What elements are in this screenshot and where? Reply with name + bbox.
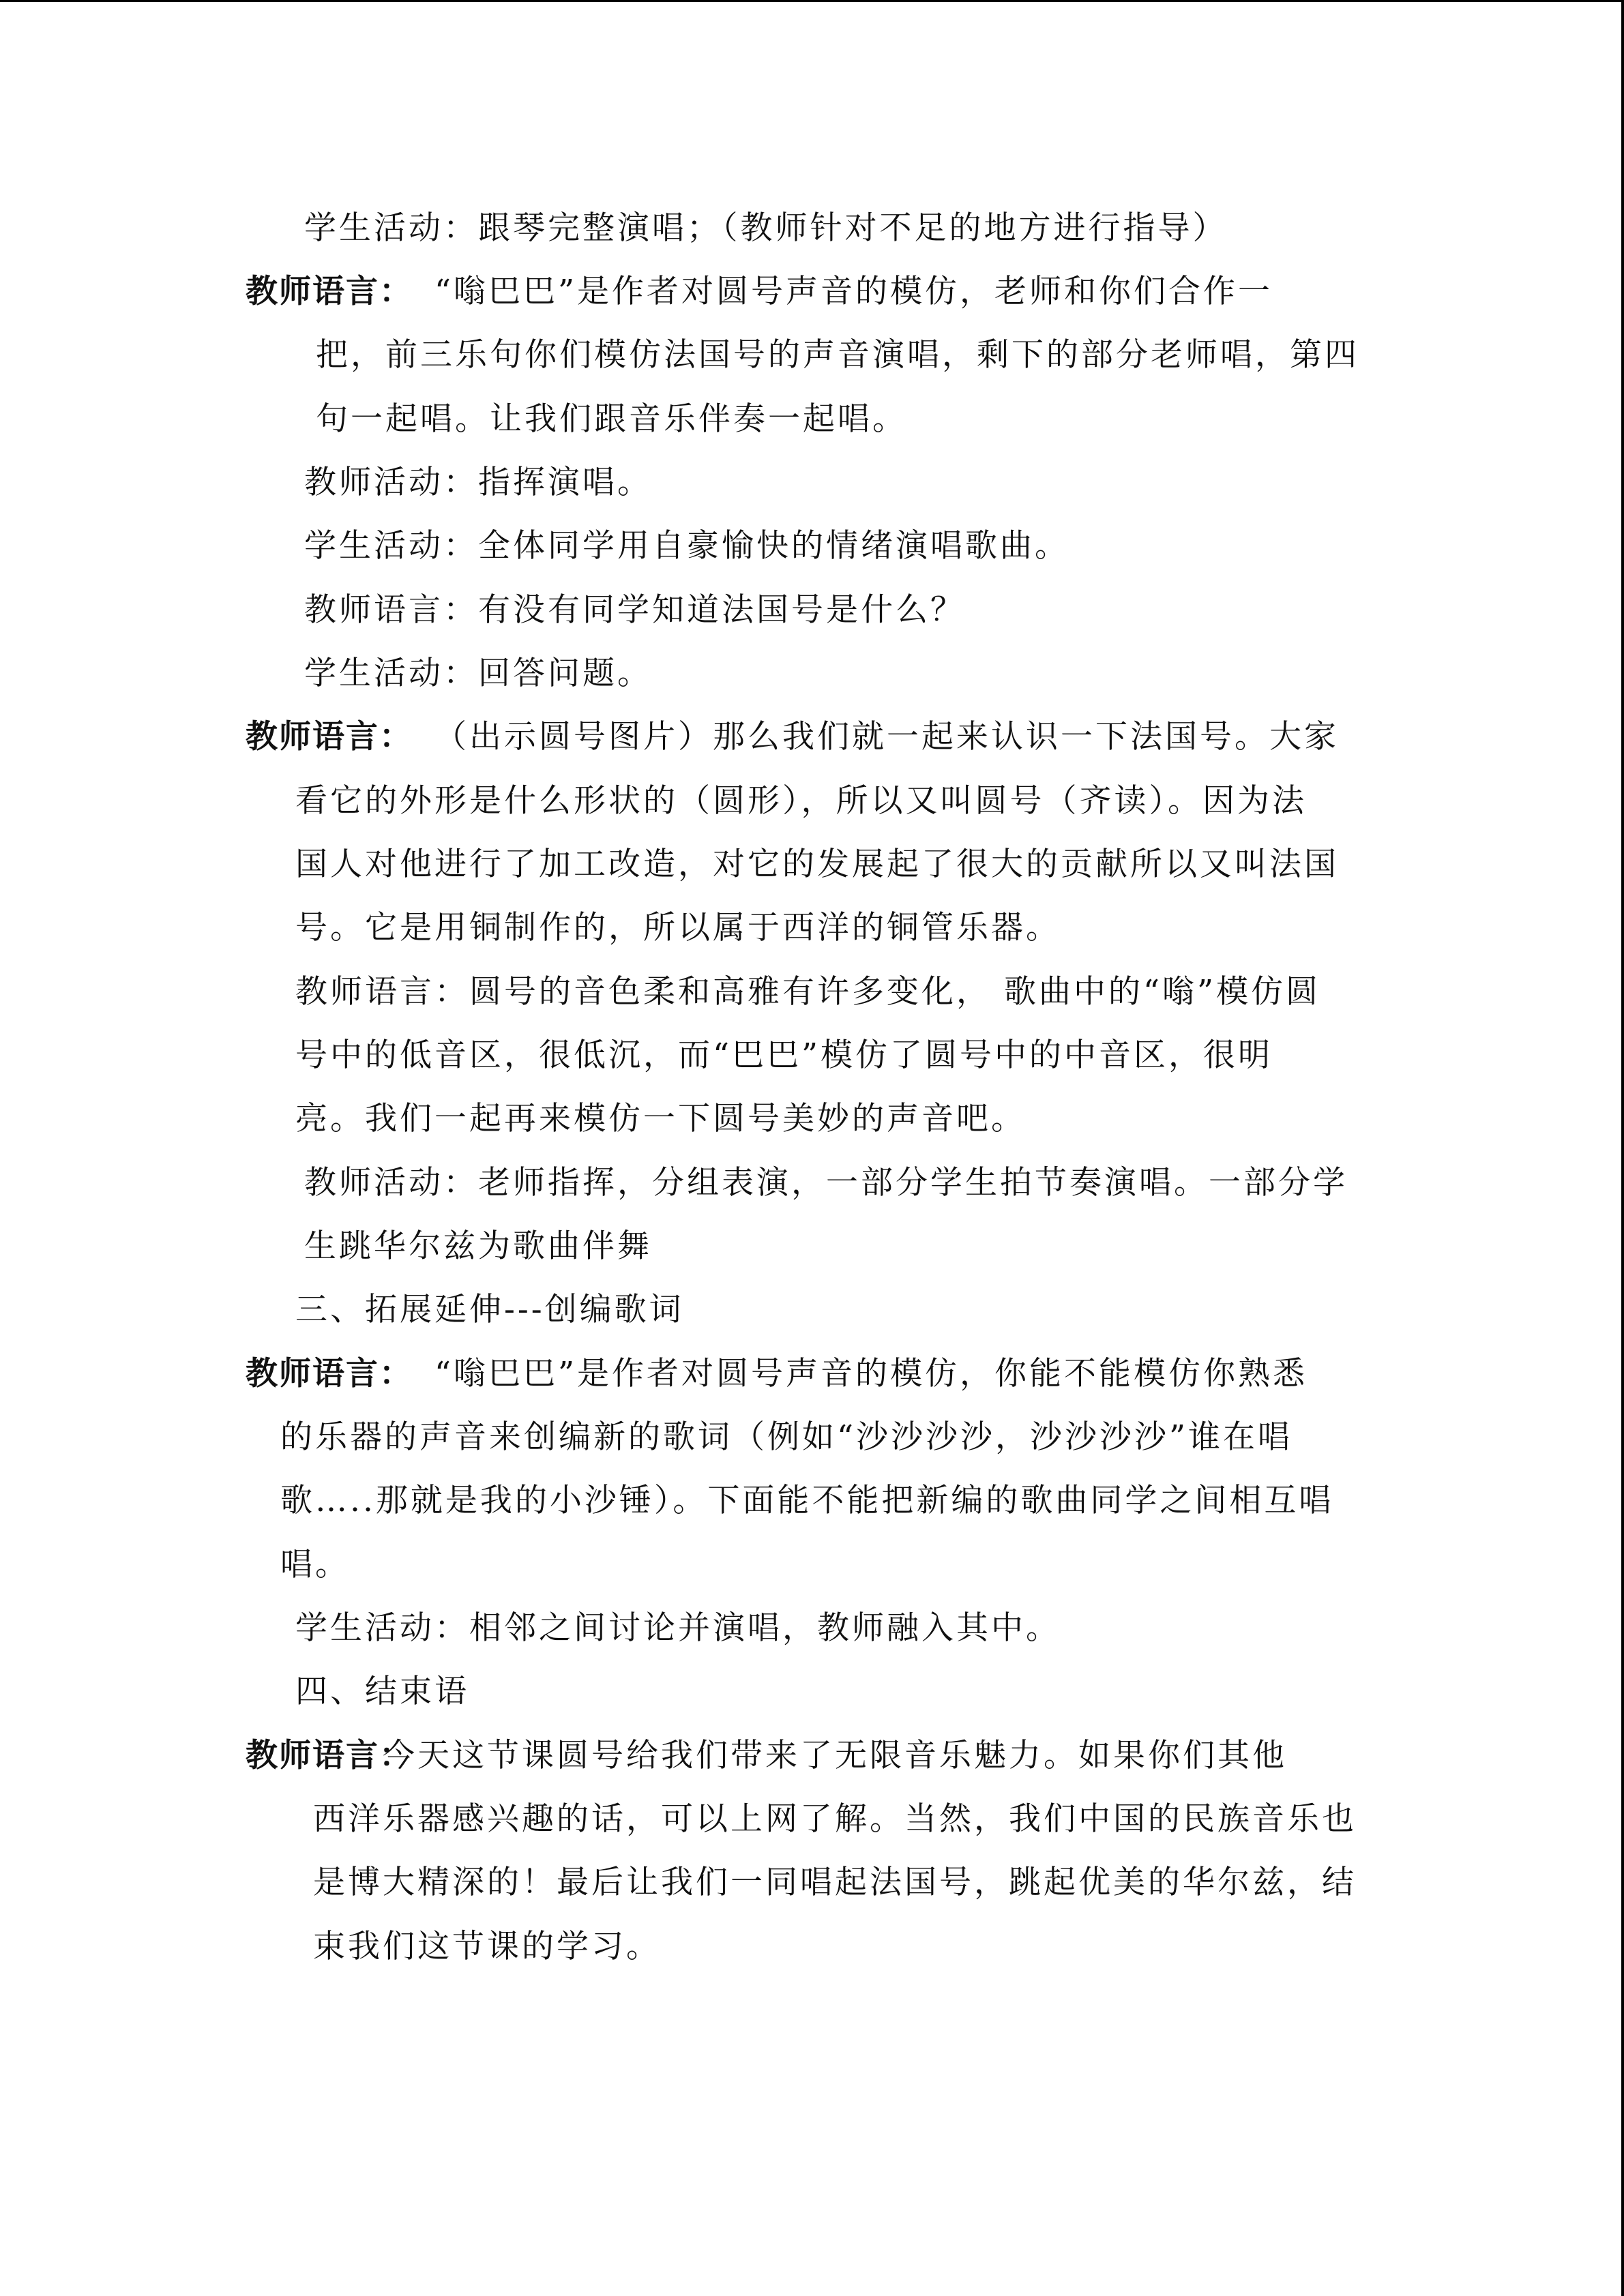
text-line: 学生活动：全体同学用自豪愉快的情绪演唱歌曲。 bbox=[304, 527, 1069, 565]
text-line: 唱。 bbox=[280, 1546, 350, 1583]
speaker-label: 教师语言： bbox=[246, 273, 413, 310]
text-line: 今天这节课圆号给我们带来了无限音乐魅力。如果你们其他 bbox=[383, 1737, 1287, 1774]
text-line: 国人对他进行了加工改造，对它的发展起了很大的贡献所以又叫法国 bbox=[295, 846, 1339, 883]
text-line: 生跳华尔兹为歌曲伴舞 bbox=[304, 1227, 652, 1265]
speaker-label: 教师语言： bbox=[246, 1355, 413, 1392]
section-heading: 四、结束语 bbox=[295, 1673, 469, 1710]
text-line: 号。它是用铜制作的，所以属于西洋的铜管乐器。 bbox=[295, 909, 1061, 946]
text-line: “嗡巴巴”是作者对圆号声音的模仿，你能不能模仿你熟悉 bbox=[434, 1355, 1308, 1392]
text-line: 号中的低音区，很低沉，而“巴巴”模仿了圆号中的中音区，很明 bbox=[295, 1037, 1273, 1074]
text-line: 的乐器的声音来创编新的歌词（例如“沙沙沙沙，沙沙沙沙”谁在唱 bbox=[280, 1418, 1293, 1456]
text-line: 教师语言：圆号的音色柔和高雅有许多变化， 歌曲中的“嗡”模仿圆 bbox=[295, 973, 1320, 1011]
text-line: 看它的外形是什么形状的（圆形），所以又叫圆号（齐读）。因为法 bbox=[295, 782, 1307, 820]
text-line: 教师活动：指挥演唱。 bbox=[304, 464, 652, 501]
text-line: 句一起唱。让我们跟音乐伴奏一起唱。 bbox=[316, 400, 907, 438]
text-line: 歌…..那就是我的小沙锤）。下面能不能把新编的歌曲同学之间相互唱 bbox=[280, 1482, 1334, 1519]
text-line: 学生活动：相邻之间讨论并演唱，教师融入其中。 bbox=[295, 1609, 1061, 1647]
text-line: 学生活动：跟琴完整演唱；（教师针对不足的地方进行指导） bbox=[304, 209, 1228, 247]
text-line: “嗡巴巴”是作者对圆号声音的模仿，老师和你们合作一 bbox=[434, 273, 1273, 310]
section-heading: 三、拓展延伸---创编歌词 bbox=[295, 1291, 684, 1328]
text-line: （出示圆号图片）那么我们就一起来认识一下法国号。大家 bbox=[434, 718, 1339, 756]
text-line: 束我们这节课的学习。 bbox=[313, 1928, 661, 1965]
speaker-label: 教师语言： bbox=[246, 718, 413, 756]
page-top-border bbox=[0, 0, 1624, 2]
text-line: 是博大精深的！最后让我们一同唱起法国号，跳起优美的华尔兹，结 bbox=[313, 1864, 1357, 1901]
text-line: 把，前三乐句你们模仿法国号的声音演唱，剩下的部分老师唱，第四 bbox=[316, 336, 1359, 374]
text-line: 亮。我们一起再来模仿一下圆号美妙的声音吧。 bbox=[295, 1100, 1026, 1137]
text-line: 西洋乐器感兴趣的话，可以上网了解。当然，我们中国的民族音乐也 bbox=[313, 1800, 1357, 1838]
text-line: 教师活动：老师指挥，分组表演，一部分学生拍节奏演唱。一部分学 bbox=[304, 1164, 1348, 1202]
text-line: 学生活动：回答问题。 bbox=[304, 655, 652, 692]
page-right-border bbox=[1621, 0, 1624, 2296]
speaker-label: 教师语言： bbox=[246, 1737, 413, 1774]
text-line: 教师语言：有没有同学知道法国号是什么？ bbox=[304, 591, 965, 629]
